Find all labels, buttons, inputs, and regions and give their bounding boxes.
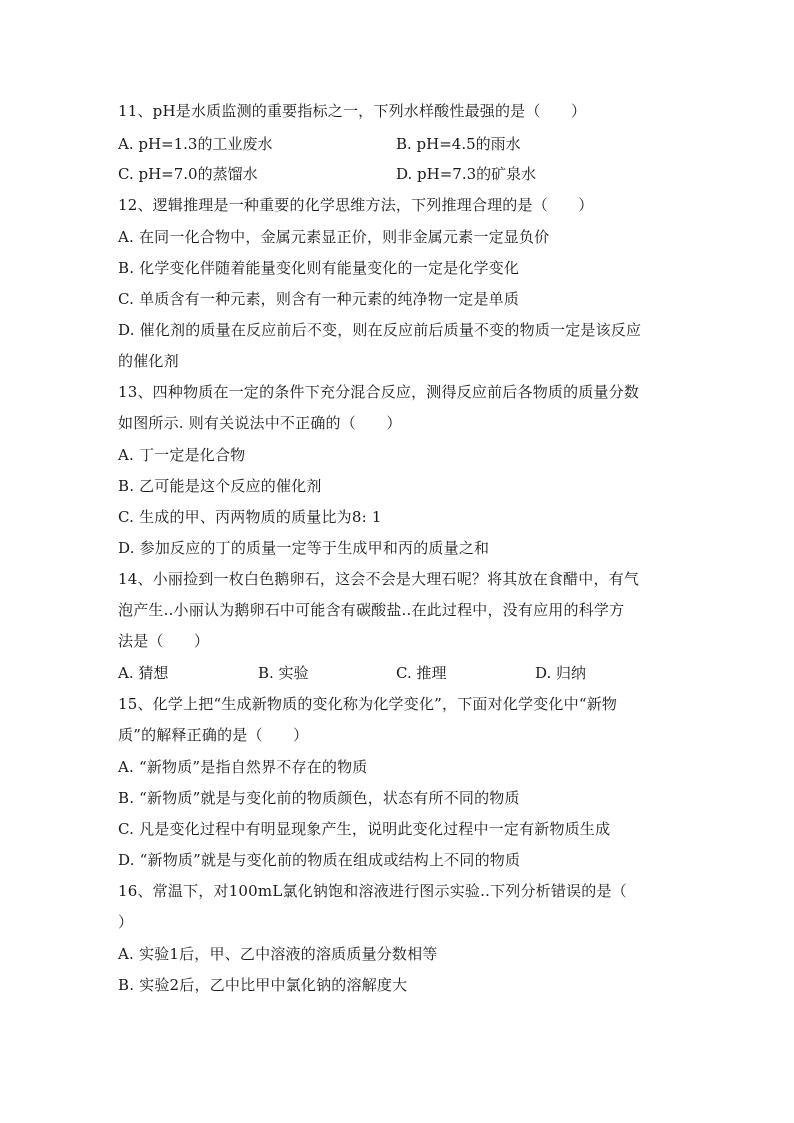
q11-option-b: B. pH=4.5的雨水 — [396, 135, 521, 153]
q13-stem-line1: 13、四种物质在一定的条件下充分混合反应，测得反应前后各物质的质量分数 — [118, 383, 640, 401]
q11-stem: 11、pH是水质监测的重要指标之一，下列水样酸性最强的是（ ） — [118, 102, 587, 120]
q13-option-c: C. 生成的甲、丙两物质的质量比为8: 1 — [118, 508, 382, 526]
q14-stem-line1: 14、小丽捡到一枚白色鹅卵石，这会不会是大理石呢？将其放在食醋中，有气 — [118, 570, 640, 588]
q15-stem-line2: 质”的解释正确的是（ ） — [118, 726, 309, 744]
q12-option-a: A. 在同一化合物中，金属元素显正价，则非金属元素一定显负价 — [118, 228, 550, 246]
q14-stem-line2: 泡产生..小丽认为鹅卵石中可能含有碳酸盐..在此过程中，没有应用的科学方 — [118, 601, 625, 619]
q12-option-d-line2: 的催化剂 — [118, 352, 179, 370]
q11-option-a: A. pH=1.3的工业废水 — [118, 135, 273, 153]
q14-option-a: A. 猜想 — [118, 664, 169, 682]
q13-option-a: A. 丁一定是化合物 — [118, 446, 246, 464]
q13-option-b: B. 乙可能是这个反应的催化剂 — [118, 477, 322, 495]
q11-option-c: C. pH=7.0的蒸馏水 — [118, 165, 258, 183]
q16-stem-line1: 16、常温下，对100mL氯化钠饱和溶液进行图示实验..下列分析错误的是（ — [118, 882, 627, 900]
q12-stem: 12、逻辑推理是一种重要的化学思维方法，下列推理合理的是（ ） — [118, 196, 594, 214]
q16-option-b: B. 实验2后，乙中比甲中氯化钠的溶解度大 — [118, 976, 408, 994]
q12-option-b: B. 化学变化伴随着能量变化则有能量变化的一定是化学变化 — [118, 259, 520, 277]
q13-stem-line2: 如图所示. 则有关说法中不正确的（ ） — [118, 414, 402, 432]
q15-option-d: D. “新物质”就是与变化前的物质在组成或结构上不同的物质 — [118, 851, 521, 869]
q13-option-d: D. 参加反应的丁的质量一定等于生成甲和丙的质量之和 — [118, 539, 490, 557]
q12-option-c: C. 单质含有一种元素，则含有一种元素的纯净物一定是单质 — [118, 290, 520, 308]
q11-option-d: D. pH=7.3的矿泉水 — [396, 165, 537, 183]
q14-option-c: C. 推理 — [396, 664, 447, 682]
q15-option-c: C. 凡是变化过程中有明显现象产生，说明此变化过程中一定有新物质生成 — [118, 820, 611, 838]
q14-option-d: D. 归纳 — [535, 664, 587, 682]
q14-stem-line3: 法是（ ） — [118, 632, 210, 650]
q16-stem-line2: ） — [118, 913, 134, 931]
q14-option-b: B. 实验 — [258, 664, 309, 682]
q12-option-d-line1: D. 催化剂的质量在反应前后不变，则在反应前后质量不变的物质一定是该反应 — [118, 321, 642, 339]
q15-option-b: B. “新物质”就是与变化前的物质颜色，状态有所不同的物质 — [118, 789, 520, 807]
q16-option-a: A. 实验1后，甲、乙中溶液的溶质质量分数相等 — [118, 945, 438, 963]
q15-stem-line1: 15、化学上把“生成新物质的变化称为化学变化”，下面对化学变化中“新物 — [118, 695, 618, 713]
q15-option-a: A. “新物质”是指自然界不存在的物质 — [118, 758, 368, 776]
